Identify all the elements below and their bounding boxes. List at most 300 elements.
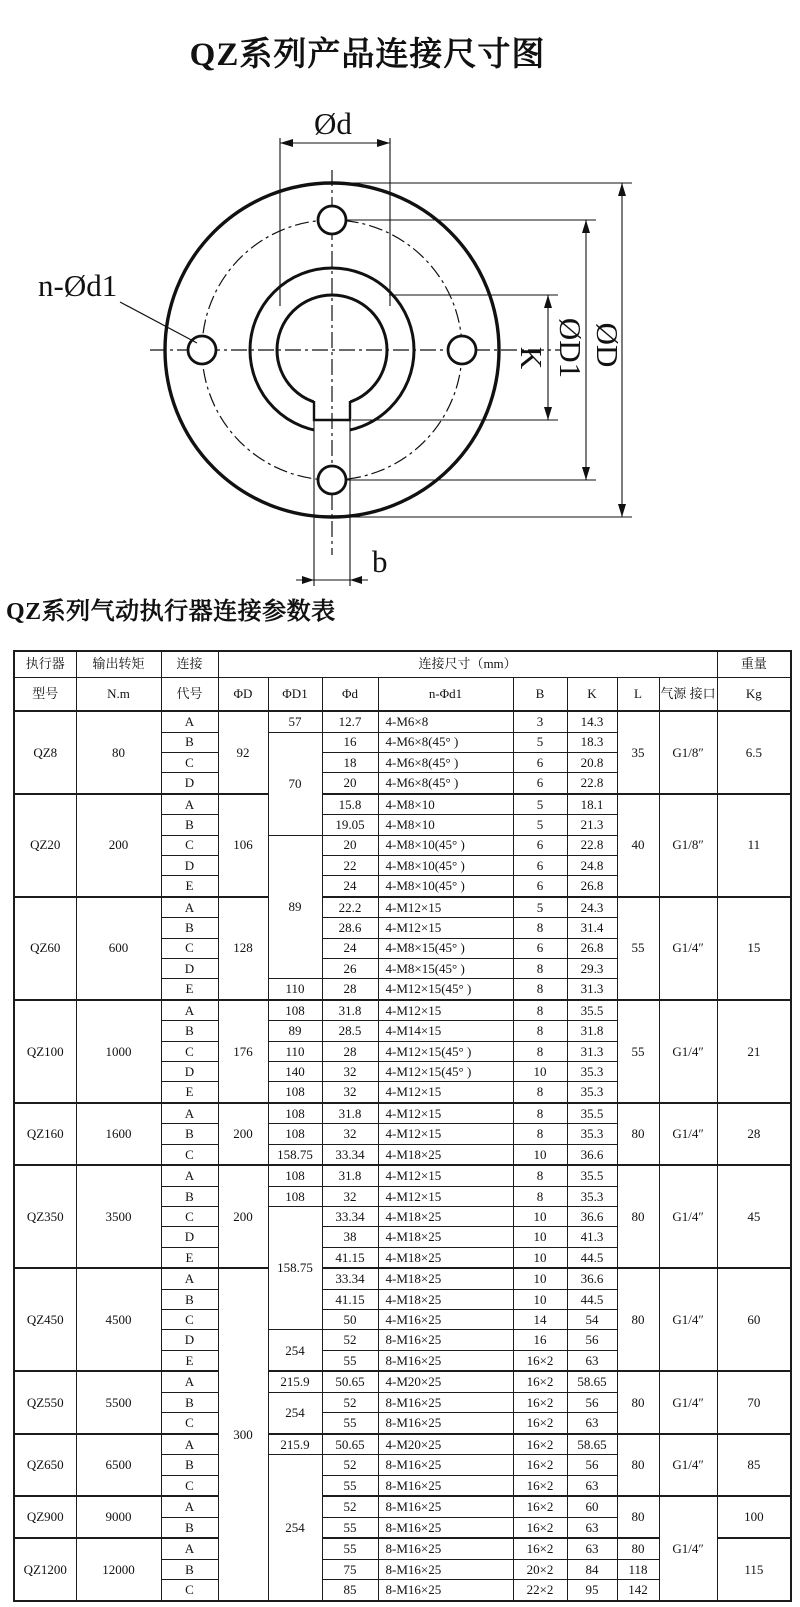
table-cell: 16×2 (513, 1455, 567, 1475)
table-cell: 16 (322, 732, 378, 752)
arrow (582, 220, 590, 233)
table-cell: 4-M20×25 (378, 1434, 513, 1455)
table-cell: 31.8 (322, 1165, 378, 1186)
bolt-circle-diameter-label: ØD1 (553, 317, 588, 379)
table-cell: 28 (322, 979, 378, 1000)
table-cell: 35 (617, 711, 659, 794)
table-cell: 4-M12×15 (378, 897, 513, 918)
table-cell: 158.75 (268, 1144, 322, 1165)
table-cell: B (161, 1289, 218, 1309)
table-row (14, 1496, 791, 1517)
table-cell: C (161, 835, 218, 855)
table-cell: G1/4″ (659, 1434, 717, 1496)
table-cell: 16×2 (513, 1475, 567, 1496)
table-cell: 35.3 (567, 1124, 617, 1144)
table-cell: 8-M16×25 (378, 1538, 513, 1559)
table-cell: 22.8 (567, 773, 617, 794)
table-cell: 36.6 (567, 1207, 617, 1227)
table-cell: 16×2 (513, 1371, 567, 1392)
table-cell: 41.15 (322, 1247, 378, 1268)
table-cell: 5 (513, 794, 567, 815)
table-cell: 56 (567, 1330, 617, 1350)
table-cell: 52 (322, 1496, 378, 1517)
table-cell: 80 (617, 1103, 659, 1165)
table-cell: 20 (322, 773, 378, 794)
table-cell: 9000 (76, 1496, 161, 1538)
table-cell: 50.65 (322, 1434, 378, 1455)
table-cell: 5 (513, 815, 567, 835)
table-cell: 20 (322, 835, 378, 855)
table-cell: QZ20 (14, 794, 76, 897)
table-cell: 16×2 (513, 1392, 567, 1412)
col-n-phid1: n-Φd1 (378, 677, 513, 711)
table-cell: 4-M12×15 (378, 1082, 513, 1103)
table-cell: 80 (617, 1496, 659, 1538)
table-cell: 14 (513, 1310, 567, 1330)
table-cell: 6 (513, 938, 567, 958)
table-cell: 14.3 (567, 711, 617, 732)
outer-diameter-label: ØD (590, 322, 625, 368)
table-cell: 12000 (76, 1538, 161, 1601)
table-cell: 5 (513, 732, 567, 752)
table-cell: 32 (322, 1124, 378, 1144)
table-cell: QZ8 (14, 711, 76, 794)
table-cell: 18 (322, 752, 378, 772)
table-cell: 128 (218, 897, 268, 1000)
table-cell: C (161, 1041, 218, 1061)
table-cell: 80 (617, 1371, 659, 1433)
table-cell: A (161, 1434, 218, 1455)
table-cell: 8 (513, 979, 567, 1000)
table-cell: 55 (322, 1538, 378, 1559)
table-cell: 22×2 (513, 1580, 567, 1601)
table-cell: B (161, 1186, 218, 1206)
table-cell: A (161, 1103, 218, 1124)
table-cell: 16×2 (513, 1434, 567, 1455)
table-cell: 92 (218, 711, 268, 794)
table-cell: 26 (322, 958, 378, 978)
table-cell: 300 (218, 1268, 268, 1601)
table-cell: C (161, 1310, 218, 1330)
table-cell: 6500 (76, 1434, 161, 1496)
table-row (14, 1268, 791, 1289)
table-cell: 4-M12×15 (378, 1000, 513, 1021)
table-cell: 254 (268, 1330, 322, 1371)
table-cell: 95 (567, 1580, 617, 1601)
table-cell: 35.3 (567, 1186, 617, 1206)
table-cell: 1600 (76, 1103, 161, 1165)
table-cell: 4-M6×8(45° ) (378, 773, 513, 794)
table-cell: 70 (717, 1371, 791, 1433)
table-cell: QZ160 (14, 1103, 76, 1165)
parameter-table (13, 650, 792, 1602)
table-cell: 54 (567, 1310, 617, 1330)
table-cell: 5 (513, 897, 567, 918)
table-row (14, 897, 791, 918)
table-cell: 35.5 (567, 1165, 617, 1186)
table-cell: 8-M16×25 (378, 1413, 513, 1434)
table-cell: 8 (513, 958, 567, 978)
table-cell: 115 (717, 1538, 791, 1601)
table-cell: 8 (513, 1165, 567, 1186)
table-cell: 215.9 (268, 1371, 322, 1392)
table-title: QZ系列气动执行器连接参数表 (6, 599, 336, 625)
table-cell: 4-M8×10 (378, 794, 513, 815)
table-row (14, 1103, 791, 1124)
table-cell: 12.7 (322, 711, 378, 732)
table-cell: A (161, 1538, 218, 1559)
table-cell: 8-M16×25 (378, 1475, 513, 1496)
table-cell: 31.8 (567, 1021, 617, 1041)
table-cell: 4-M12×15 (378, 918, 513, 938)
table-cell: 50 (322, 1310, 378, 1330)
col-phid: Φd (322, 677, 378, 711)
table-cell: 55 (322, 1517, 378, 1538)
table-cell: B (161, 1517, 218, 1538)
table-cell: 55 (322, 1350, 378, 1371)
table-row (14, 711, 791, 732)
table-cell: 55 (617, 1000, 659, 1103)
table-cell: 4-M12×15(45° ) (378, 1041, 513, 1061)
table-cell: 600 (76, 897, 161, 1000)
table-cell: 4-M12×15 (378, 1103, 513, 1124)
table-cell: 140 (268, 1062, 322, 1082)
table-cell: G1/4″ (659, 1103, 717, 1165)
table-cell: QZ550 (14, 1371, 76, 1433)
table-cell: 4-M16×25 (378, 1310, 513, 1330)
table-cell: 24 (322, 938, 378, 958)
col-K: K (567, 677, 617, 711)
table-cell: 55 (322, 1413, 378, 1434)
table-cell: 21 (717, 1000, 791, 1103)
table-cell: 89 (268, 1021, 322, 1041)
table-cell: 8 (513, 1124, 567, 1144)
table-cell: G1/4″ (659, 1371, 717, 1433)
table-cell: 8 (513, 1021, 567, 1041)
table-cell: A (161, 1371, 218, 1392)
table-cell: C (161, 1580, 218, 1601)
table-cell: 36.6 (567, 1268, 617, 1289)
table-cell: 8-M16×25 (378, 1350, 513, 1371)
header-row-1 (14, 651, 791, 677)
table-cell: 200 (76, 794, 161, 897)
table-cell: 31.4 (567, 918, 617, 938)
table-cell: 31.3 (567, 1041, 617, 1061)
col-weight: 重量 (717, 651, 791, 677)
table-cell: 8 (513, 1041, 567, 1061)
table-cell: 28.6 (322, 918, 378, 938)
table-cell: G1/4″ (659, 1000, 717, 1103)
table-cell: 4-M8×10(45° ) (378, 835, 513, 855)
table-cell: 16×2 (513, 1350, 567, 1371)
arrow (618, 504, 626, 517)
table-cell: 8-M16×25 (378, 1330, 513, 1350)
table-cell: 200 (218, 1165, 268, 1268)
table-cell: 55 (617, 897, 659, 1000)
table-cell: QZ650 (14, 1434, 76, 1496)
table-cell: 80 (617, 1434, 659, 1496)
table-cell: 16×2 (513, 1517, 567, 1538)
table-cell: 176 (218, 1000, 268, 1103)
table-cell: D (161, 1330, 218, 1350)
table-cell: A (161, 711, 218, 732)
table-cell: 80 (617, 1538, 659, 1559)
table-cell: 4-M8×10(45° ) (378, 855, 513, 875)
table-cell: B (161, 1455, 218, 1475)
table-cell: G1/4″ (659, 1165, 717, 1268)
keyway-width-label: b (372, 544, 388, 579)
table-body (14, 711, 791, 1601)
table-cell: QZ350 (14, 1165, 76, 1268)
table-cell: 60 (717, 1268, 791, 1371)
table-cell: 10 (513, 1227, 567, 1247)
col-connection: 连接 (161, 651, 218, 677)
table-cell: 18.3 (567, 732, 617, 752)
table-cell: 6.5 (717, 711, 791, 794)
table-cell: 31.3 (567, 979, 617, 1000)
table-cell: 215.9 (268, 1434, 322, 1455)
table-cell: 4-M6×8(45° ) (378, 732, 513, 752)
table-cell: 10 (513, 1268, 567, 1289)
table-cell: 80 (617, 1268, 659, 1371)
table-cell: 85 (322, 1580, 378, 1601)
table-cell: 63 (567, 1538, 617, 1559)
page-title: QZ系列产品连接尺寸图 (189, 37, 546, 74)
table-cell: 31.8 (322, 1103, 378, 1124)
bolt-hole-bottom (318, 466, 346, 494)
bore-diameter-label: Ød (314, 106, 352, 141)
table-cell: QZ450 (14, 1268, 76, 1371)
table-cell: 33.34 (322, 1144, 378, 1165)
table-row (14, 1165, 791, 1186)
table-cell: 35.3 (567, 1062, 617, 1082)
table-cell: 28 (322, 1041, 378, 1061)
table-cell: D (161, 773, 218, 794)
table-cell: 4-M14×15 (378, 1021, 513, 1041)
table-cell: 60 (567, 1496, 617, 1517)
table-cell: A (161, 1000, 218, 1021)
bolt-hole-right (448, 336, 476, 364)
table-cell: 8 (513, 1000, 567, 1021)
col-L: L (617, 677, 659, 711)
table-cell: 24.3 (567, 897, 617, 918)
col-nm: N.m (76, 677, 161, 711)
table-cell: B (161, 1392, 218, 1412)
arrow (302, 576, 314, 584)
table-cell: 63 (567, 1475, 617, 1496)
table-cell: D (161, 1062, 218, 1082)
table-cell: C (161, 1207, 218, 1227)
table-cell: 8-M16×25 (378, 1517, 513, 1538)
table-cell: 56 (567, 1455, 617, 1475)
table-cell: 11 (717, 794, 791, 897)
table-cell: 22.2 (322, 897, 378, 918)
table-cell: 56 (567, 1392, 617, 1412)
table-cell: 52 (322, 1392, 378, 1412)
table-cell: 4-M18×25 (378, 1227, 513, 1247)
table-cell: 57 (268, 711, 322, 732)
table-cell: 36.6 (567, 1144, 617, 1165)
table-cell: 35.3 (567, 1082, 617, 1103)
table-cell: 118 (617, 1559, 659, 1579)
table-cell: 10 (513, 1289, 567, 1309)
table-cell: 108 (268, 1000, 322, 1021)
leader-line (120, 302, 197, 343)
col-code: 代号 (161, 677, 218, 711)
table-cell: 4-M18×25 (378, 1144, 513, 1165)
table-cell: 110 (268, 1041, 322, 1061)
table-cell: 106 (218, 794, 268, 897)
table-cell: 4-M6×8(45° ) (378, 752, 513, 772)
table-cell: 89 (268, 835, 322, 979)
table-cell: 10 (513, 1144, 567, 1165)
table-cell: 142 (617, 1580, 659, 1601)
table-cell: 24.8 (567, 855, 617, 875)
table-cell: 10 (513, 1062, 567, 1082)
table-cell: C (161, 1144, 218, 1165)
table-cell: 4-M12×15 (378, 1186, 513, 1206)
table-cell: 6 (513, 876, 567, 897)
bolt-holes-label: n-Ød1 (38, 268, 118, 303)
table-cell: B (161, 732, 218, 752)
table-cell: 33.34 (322, 1268, 378, 1289)
header-row-2 (14, 677, 791, 711)
table-cell: G1/8″ (659, 711, 717, 794)
table-cell: 8 (513, 1186, 567, 1206)
table-cell: 52 (322, 1455, 378, 1475)
table-cell: 3 (513, 711, 567, 732)
table-cell: 4-M18×25 (378, 1268, 513, 1289)
table-cell: E (161, 876, 218, 897)
table-cell: 100 (717, 1496, 791, 1538)
table-cell: 26.8 (567, 938, 617, 958)
table-cell: 75 (322, 1559, 378, 1579)
arrow (618, 183, 626, 196)
table-cell: 16 (513, 1330, 567, 1350)
table-cell: 38 (322, 1227, 378, 1247)
table-row (14, 1000, 791, 1021)
table-cell: 6 (513, 855, 567, 875)
table-cell: 10 (513, 1207, 567, 1227)
table-cell: 8-M16×25 (378, 1496, 513, 1517)
k-label: K (514, 346, 549, 370)
table-cell: 63 (567, 1350, 617, 1371)
table-cell: 58.65 (567, 1371, 617, 1392)
arrow (544, 407, 552, 420)
table-cell: A (161, 1496, 218, 1517)
table-cell: 22 (322, 855, 378, 875)
table-cell: 32 (322, 1186, 378, 1206)
table-cell: 80 (617, 1165, 659, 1268)
table-cell: D (161, 855, 218, 875)
table-cell: 254 (268, 1392, 322, 1433)
table-cell: A (161, 1165, 218, 1186)
col-model: 型号 (14, 677, 76, 711)
table-row (14, 794, 791, 815)
table-cell: 4-M8×10(45° ) (378, 876, 513, 897)
table-cell: 58.65 (567, 1434, 617, 1455)
table-cell: 32 (322, 1062, 378, 1082)
arrow (582, 467, 590, 480)
col-torque: 输出转矩 (76, 651, 161, 677)
table-cell: 3500 (76, 1165, 161, 1268)
bolt-hole-top (318, 206, 346, 234)
table-cell: 8 (513, 918, 567, 938)
table-cell: 108 (268, 1082, 322, 1103)
table-cell: 4-M8×15(45° ) (378, 958, 513, 978)
arrow (377, 139, 390, 147)
table-cell: 21.3 (567, 815, 617, 835)
table-cell: 6 (513, 752, 567, 772)
table-cell: 4-M12×15 (378, 1165, 513, 1186)
table-cell: 108 (268, 1165, 322, 1186)
table-cell: 4500 (76, 1268, 161, 1371)
col-B: B (513, 677, 567, 711)
table-cell: G1/4″ (659, 897, 717, 1000)
table-cell: A (161, 1268, 218, 1289)
table-cell: 52 (322, 1330, 378, 1350)
table-cell: E (161, 1350, 218, 1371)
table-cell: 40 (617, 794, 659, 897)
table-cell: 20×2 (513, 1559, 567, 1579)
table-cell: 28.5 (322, 1021, 378, 1041)
flange-dimension-diagram (0, 100, 800, 600)
table-cell: 63 (567, 1517, 617, 1538)
table-cell: QZ900 (14, 1496, 76, 1538)
table-cell: 31.8 (322, 1000, 378, 1021)
table-cell: E (161, 1082, 218, 1103)
table-cell: E (161, 1247, 218, 1268)
table-cell: 50.65 (322, 1371, 378, 1392)
table-cell: 200 (218, 1103, 268, 1165)
table-cell: 4-M8×10 (378, 815, 513, 835)
table-cell: 4-M18×25 (378, 1207, 513, 1227)
table-cell: G1/4″ (659, 1268, 717, 1371)
table-cell: 110 (268, 979, 322, 1000)
table-cell: B (161, 1021, 218, 1041)
col-air-port: 气源 接口 (659, 677, 717, 711)
table-cell: 41.15 (322, 1289, 378, 1309)
table-cell: 4-M18×25 (378, 1289, 513, 1309)
table-cell: 16×2 (513, 1496, 567, 1517)
table-cell: 15.8 (322, 794, 378, 815)
table-cell: E (161, 979, 218, 1000)
table-cell: B (161, 1559, 218, 1579)
table-cell: 16×2 (513, 1538, 567, 1559)
table-cell: 44.5 (567, 1289, 617, 1309)
table-cell: 29.3 (567, 958, 617, 978)
table-cell: C (161, 938, 218, 958)
table-cell: 1000 (76, 1000, 161, 1103)
table-cell: G1/4″ (659, 1496, 717, 1601)
table-cell: 55 (322, 1475, 378, 1496)
table-cell: D (161, 1227, 218, 1247)
table-cell: 26.8 (567, 876, 617, 897)
table-cell: 24 (322, 876, 378, 897)
table-cell: B (161, 1124, 218, 1144)
col-actuator: 执行器 (14, 651, 76, 677)
table-cell: 8-M16×25 (378, 1455, 513, 1475)
table-cell: 4-M8×15(45° ) (378, 938, 513, 958)
table-cell: 16×2 (513, 1413, 567, 1434)
table-cell: 70 (268, 732, 322, 835)
table-cell: 4-M12×15(45° ) (378, 1062, 513, 1082)
table-cell: 10 (513, 1247, 567, 1268)
table-row (14, 1371, 791, 1392)
table-cell: QZ60 (14, 897, 76, 1000)
table-cell: 8-M16×25 (378, 1392, 513, 1412)
table-cell: 8-M16×25 (378, 1580, 513, 1601)
